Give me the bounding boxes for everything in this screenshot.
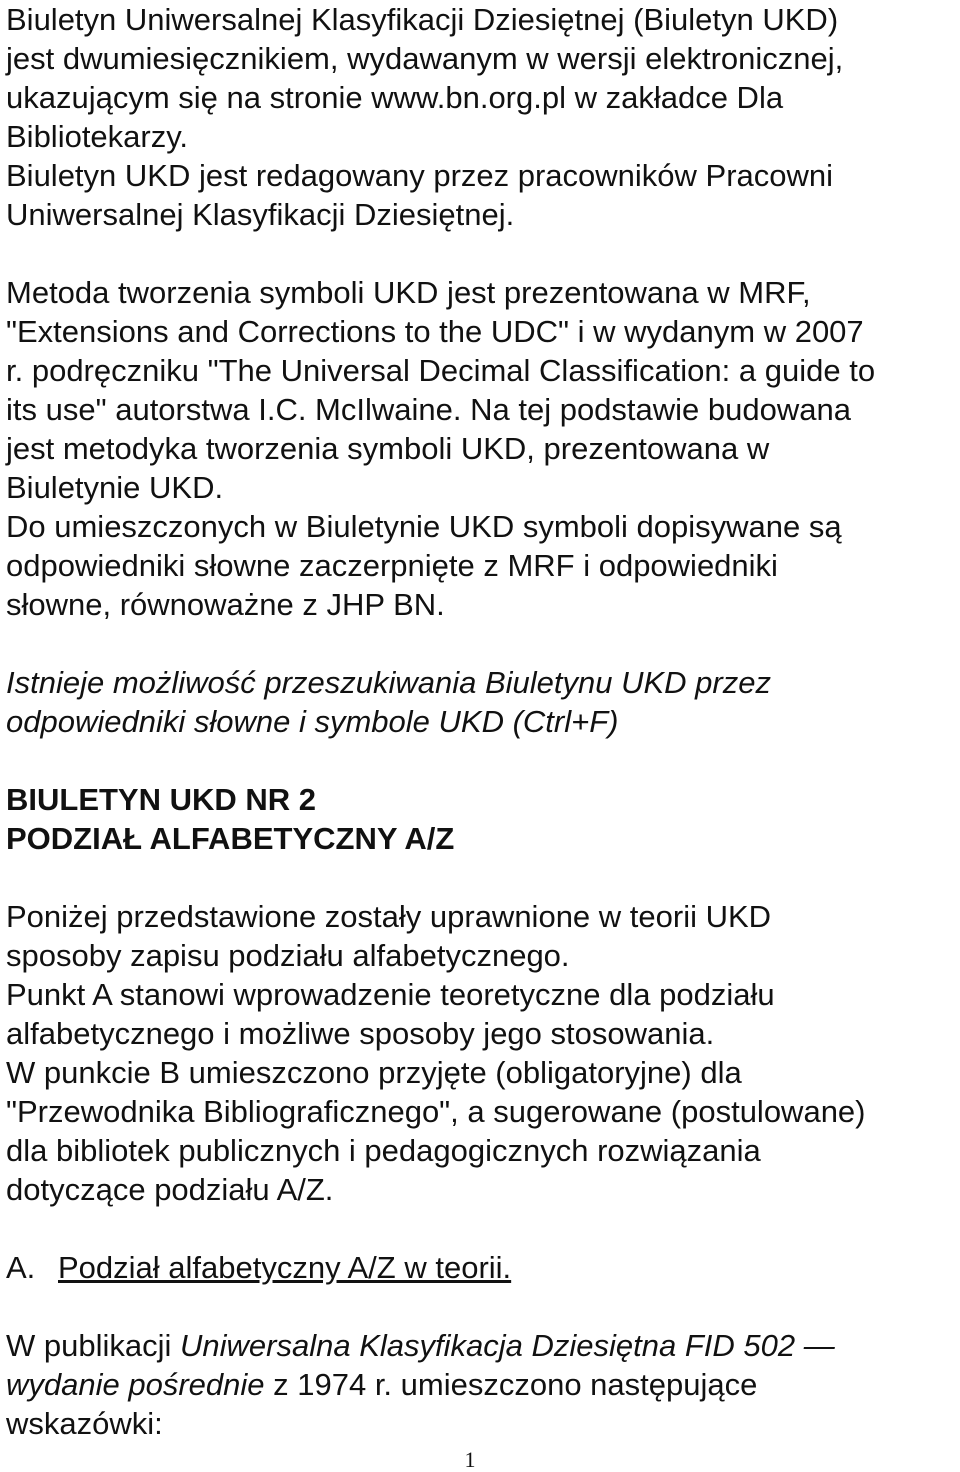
spacer — [6, 741, 956, 780]
bulletin-title: BIULETYN UKD NR 2 — [6, 782, 317, 817]
intro-line: ukazującym się na stronie www.bn.org.pl w zakładce Dla — [6, 80, 784, 115]
spacer — [6, 1287, 956, 1326]
intro-line: Biuletyn UKD jest redagowany przez pracowników Pracowni — [6, 158, 834, 193]
publication-edition: wydanie pośrednie — [6, 1367, 265, 1402]
page-number: 1 — [464, 1447, 476, 1472]
intro-line: Bibliotekarzy. — [6, 119, 189, 154]
spacer — [6, 1209, 956, 1248]
description-line: dla bibliotek publicznych i pedagogicznych rozwiązania — [6, 1133, 761, 1168]
description-line: "Przewodnika Bibliograficznego", a sugerowane (postulowane) — [6, 1094, 866, 1129]
method-line: Biuletynie UKD. — [6, 470, 224, 505]
description-line: sposoby zapisu podziału alfabetycznego. — [6, 938, 570, 973]
publication-line: wskazówki: — [6, 1406, 163, 1441]
method-line: its use" autorstwa I.C. McIlwaine. Na tej podstawie budowana — [6, 392, 851, 427]
description-paragraph — [6, 897, 956, 1209]
search-note — [6, 663, 956, 741]
method-line: Metoda tworzenia symboli UKD jest prezentowana w MRF, — [6, 275, 811, 310]
section-a-heading — [6, 1248, 956, 1287]
spacer — [6, 858, 956, 897]
method-line: "Extensions and Corrections to the UDC" i w wydanym w 2007 — [6, 314, 864, 349]
bulletin-subtitle: PODZIAŁ ALFABETYCZNY A/Z — [6, 821, 455, 856]
publication-prefix: W publikacji — [6, 1328, 180, 1363]
bulletin-heading — [6, 780, 956, 858]
description-line: alfabetycznego i możliwe sposoby jego stosowania. — [6, 1016, 715, 1051]
method-line: r. podręczniku "The Universal Decimal Classification: a guide to — [6, 353, 876, 388]
publication-suffix: z 1974 r. umieszczono następujące — [264, 1367, 758, 1402]
spacer — [6, 624, 956, 663]
spacer — [6, 234, 956, 273]
publication-title: Uniwersalna Klasyfikacja Dziesiętna FID 502 — — [180, 1328, 835, 1363]
search-note-line: Istnieje możliwość przeszukiwania Biuletynu UKD przez — [6, 665, 771, 700]
method-line: słowne, równoważne z JHP BN. — [6, 587, 445, 622]
intro-line: Biuletyn Uniwersalnej Klasyfikacji Dziesiętnej (Biuletyn UKD) — [6, 2, 839, 37]
intro-line: jest dwumiesięcznikiem, wydawanym w wersji elektronicznej, — [6, 41, 844, 76]
description-line: Punkt A stanowi wprowadzenie teoretyczne dla podziału — [6, 977, 775, 1012]
section-a-label: A. — [6, 1250, 36, 1285]
document-page — [6, 0, 956, 1443]
intro-line: Uniwersalnej Klasyfikacji Dziesiętnej. — [6, 197, 515, 232]
description-line: dotyczące podziału A/Z. — [6, 1172, 334, 1207]
method-line: jest metodyka tworzenia symboli UKD, prezentowana w — [6, 431, 770, 466]
method-line: odpowiedniki słowne zaczerpnięte z MRF i odpowiedniki — [6, 548, 778, 583]
search-note-line: odpowiedniki słowne i symbole UKD (Ctrl+F) — [6, 704, 619, 739]
intro-paragraph — [6, 0, 956, 234]
description-line: Poniżej przedstawione zostały uprawnione w teorii UKD — [6, 899, 772, 934]
method-line: Do umieszczonych w Biuletynie UKD symboli dopisywane są — [6, 509, 842, 544]
method-paragraph — [6, 273, 956, 624]
publication-paragraph — [6, 1326, 956, 1443]
section-a-title: Podział alfabetyczny A/Z w teorii. — [58, 1250, 512, 1285]
description-line: W punkcie B umieszczono przyjęte (obligatoryjne) dla — [6, 1055, 742, 1090]
